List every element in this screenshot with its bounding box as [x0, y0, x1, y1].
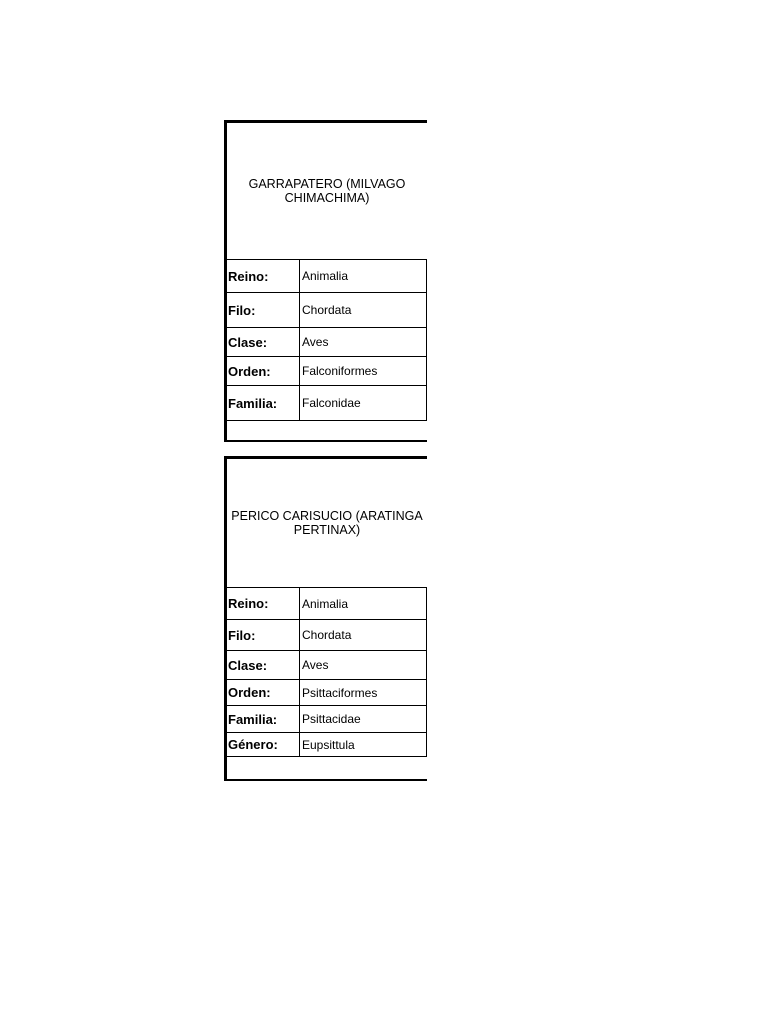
row-label-filo: Filo: [227, 620, 300, 650]
card-footer [227, 757, 427, 779]
row-value-clase: Aves [300, 651, 427, 679]
row-label-filo: Filo: [227, 293, 300, 327]
row-value-familia: Falconidae [300, 386, 427, 420]
table-row [227, 706, 427, 733]
table-row [227, 357, 427, 386]
row-value-orden: Falconiformes [300, 357, 427, 385]
row-label-reino: Reino: [227, 588, 300, 619]
table-row [227, 293, 427, 328]
table-row [227, 386, 427, 421]
row-value-filo: Chordata [300, 620, 427, 650]
row-label-reino: Reino: [227, 260, 300, 292]
table-row [227, 328, 427, 357]
row-value-genero: Eupsittula [300, 733, 427, 756]
taxonomy-card-garrapatero [224, 120, 427, 442]
card-title: PERICO CARISUCIO (ARATINGA PERTINAX) [227, 459, 427, 588]
row-label-orden: Orden: [227, 680, 300, 705]
row-value-clase: Aves [300, 328, 427, 356]
row-value-reino: Animalia [300, 260, 427, 292]
table-row [227, 733, 427, 757]
row-value-reino: Animalia [300, 588, 427, 619]
row-label-genero: Género: [227, 733, 300, 756]
taxonomy-card-perico [224, 456, 427, 781]
row-label-clase: Clase: [227, 328, 300, 356]
row-label-familia: Familia: [227, 706, 300, 732]
row-value-filo: Chordata [300, 293, 427, 327]
row-value-familia: Psittacidae [300, 706, 427, 732]
row-value-orden: Psittaciformes [300, 680, 427, 705]
table-row [227, 680, 427, 706]
table-row [227, 620, 427, 651]
row-label-orden: Orden: [227, 357, 300, 385]
card-footer [227, 421, 427, 440]
table-row [227, 260, 427, 293]
row-label-familia: Familia: [227, 386, 300, 420]
table-row [227, 651, 427, 680]
card-title: GARRAPATERO (MILVAGO CHIMACHIMA) [227, 123, 427, 260]
row-label-clase: Clase: [227, 651, 300, 679]
table-row [227, 588, 427, 620]
